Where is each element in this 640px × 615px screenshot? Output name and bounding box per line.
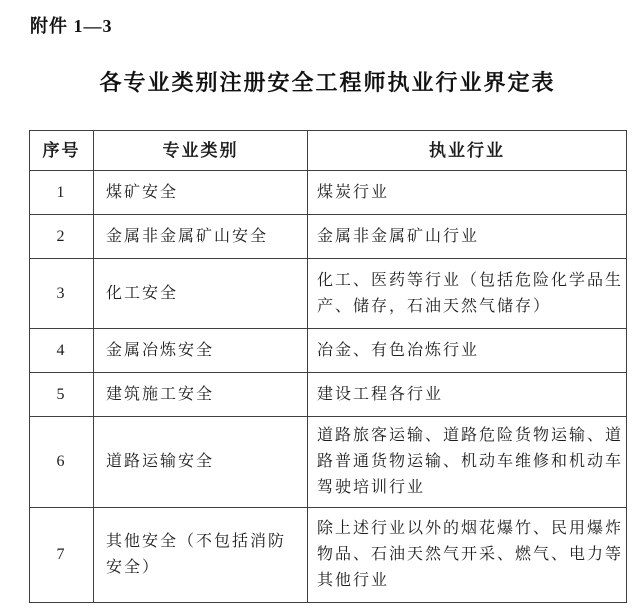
table-row bbox=[30, 373, 627, 417]
column-header-number: 序号 bbox=[30, 131, 94, 171]
table-header-row bbox=[30, 131, 627, 171]
category-cell: 建筑施工安全 bbox=[94, 373, 308, 417]
category-cell: 其他安全（不包括消防安全） bbox=[94, 508, 308, 603]
category-cell: 煤矿安全 bbox=[94, 171, 308, 215]
industry-cell: 金属非金属矿山行业 bbox=[308, 215, 627, 259]
row-number-cell: 3 bbox=[30, 259, 94, 329]
row-number-cell: 6 bbox=[30, 417, 94, 508]
row-number-cell: 1 bbox=[30, 171, 94, 215]
industry-definition-table bbox=[29, 130, 627, 603]
industry-cell: 煤炭行业 bbox=[308, 171, 627, 215]
industry-cell: 化工、医药等行业（包括危险化学品生产、储存，石油天然气储存） bbox=[308, 259, 627, 329]
row-number-cell: 4 bbox=[30, 329, 94, 373]
industry-cell: 建设工程各行业 bbox=[308, 373, 627, 417]
table-row bbox=[30, 259, 627, 329]
row-number-cell: 7 bbox=[30, 508, 94, 603]
row-number-cell: 5 bbox=[30, 373, 94, 417]
industry-cell: 道路旅客运输、道路危险货物运输、道路普通货物运输、机动车维修和机动车驾驶培训行业 bbox=[308, 417, 627, 508]
column-header-category: 专业类别 bbox=[94, 131, 308, 171]
row-number-cell: 2 bbox=[30, 215, 94, 259]
table-row bbox=[30, 508, 627, 603]
category-cell: 金属冶炼安全 bbox=[94, 329, 308, 373]
page-title: 各专业类别注册安全工程师执业行业界定表 bbox=[99, 70, 556, 95]
table-row bbox=[30, 329, 627, 373]
table-row bbox=[30, 215, 627, 259]
table-row bbox=[30, 417, 627, 508]
category-cell: 化工安全 bbox=[94, 259, 308, 329]
industry-cell: 除上述行业以外的烟花爆竹、民用爆炸物品、石油天然气开采、燃气、电力等其他行业 bbox=[308, 508, 627, 603]
category-cell: 道路运输安全 bbox=[94, 417, 308, 508]
table-row bbox=[30, 171, 627, 215]
industry-cell: 冶金、有色冶炼行业 bbox=[308, 329, 627, 373]
category-cell: 金属非金属矿山安全 bbox=[94, 215, 308, 259]
attachment-label: 附件 1—3 bbox=[30, 16, 113, 36]
column-header-industry: 执业行业 bbox=[308, 131, 627, 171]
